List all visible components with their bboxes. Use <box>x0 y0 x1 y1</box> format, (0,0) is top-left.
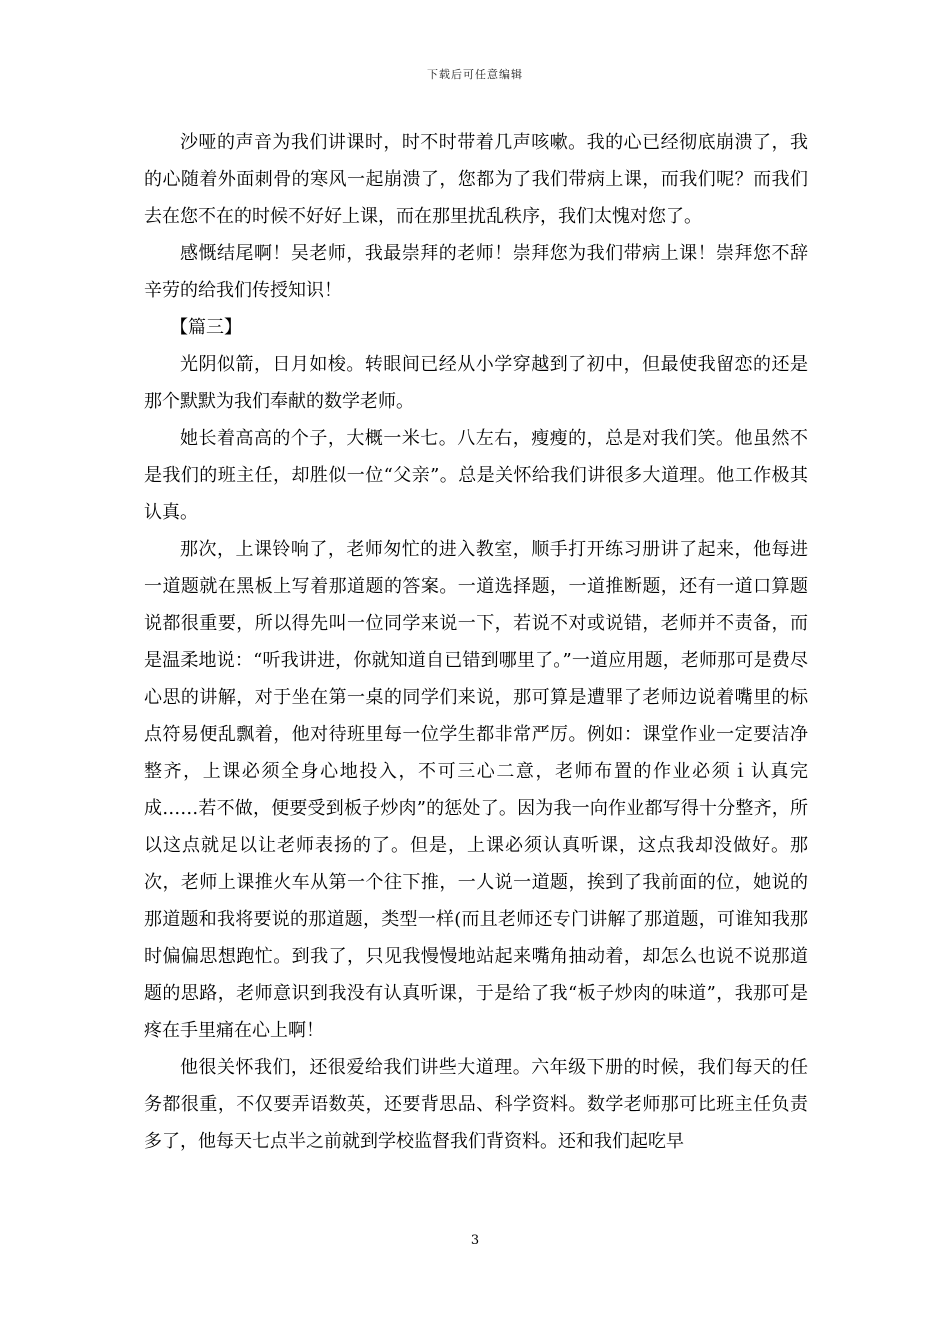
page-number: 3 <box>470 1233 480 1248</box>
document-body <box>144 124 808 1160</box>
paragraph-2: 感慨结尾啊！吴老师，我最崇拜的老师！崇拜您为我们带病上课！崇拜您不辞辛劳的给我们传授知识！ <box>144 243 808 301</box>
paragraph-5: 那次，上课铃响了，老师匆忙的进入教室，顺手打开练习册讲了起来，他每进一道题就在黑板上写着那道题的答案。一道选择题，一道推断题，还有一道口算题说都很重要，所以得先叫一位同学来说一下，若说不对或说错，老师并不责备，而是温柔地说：“听我讲进，你就知道自已错到哪里了。”一道应用题，老师那可是费尽心思的讲解，对于坐在第一桌的同学们来说，那可算是遭罪了老师边说着嘴里的标点符易便乱飘着，他对待班里每一位学生都非常严厉。例如：课堂作业一定要洁净整齐，上课必须全身心地投入，不可三心二意，老师布置的作业必须ｉ认真完成……若不做，便要受到板子炒肉”的惩处了。因为我一向作业都写得十分整齐，所以这点就足以让老师表扬的了。但是，上课必须认真听课，这点我却没做好。那次，老师上课推火车从第一个往下推，一人说一道题，挨到了我前面的位，她说的那道题和我将要说的那道题，类型一样(而且老师还专门讲解了那道题，可谁知我那时偏偏思想跑忙。到我了，只见我慢慢地站起来嘴角抽动着，却怎么也说不说那道题的思路，老师意识到我没有认真听课，于是给了我“板子炒肉的味道”，我那可是疼在手里痛在心上啊！ <box>144 539 808 1041</box>
page-header: 下载后可任意编辑 <box>427 68 523 81</box>
paragraph-1: 沙哑的声音为我们讲课时，时不时带着几声咳嗽。我的心已经彻底崩溃了，我的心随着外面刺骨的寒风一起崩溃了，您都为了我们带病上课，而我们呢？而我们去在您不在的时候不好好上课，而在那里扰乱秩序，我们太愧对您了。 <box>144 132 808 227</box>
paragraph-6: 他很关怀我们，还很爱给我们讲些大道理。六年级下册的时候，我们每天的任务都很重，不仅要弄语数英，还要背思品、科学资料。数学老师那可比班主任负责多了，他每天七点半之前就到学校监督我们背资料。还和我们起吃早 <box>144 1057 808 1152</box>
paragraph-4: 她长着高高的个子，大概一米七。八左右，瘦瘦的，总是对我们笑。他虽然不是我们的班主任，却胜似一位“父亲”。总是关怀给我们讲很多大道理。他工作极其认真。 <box>144 428 808 523</box>
paragraph-3: 光阴似箭，日月如梭。转眼间已经从小学穿越到了初中，但最使我留恋的还是那个默默为我们奉献的数学老师。 <box>144 354 808 412</box>
section-heading: 【篇三】 <box>170 317 242 338</box>
